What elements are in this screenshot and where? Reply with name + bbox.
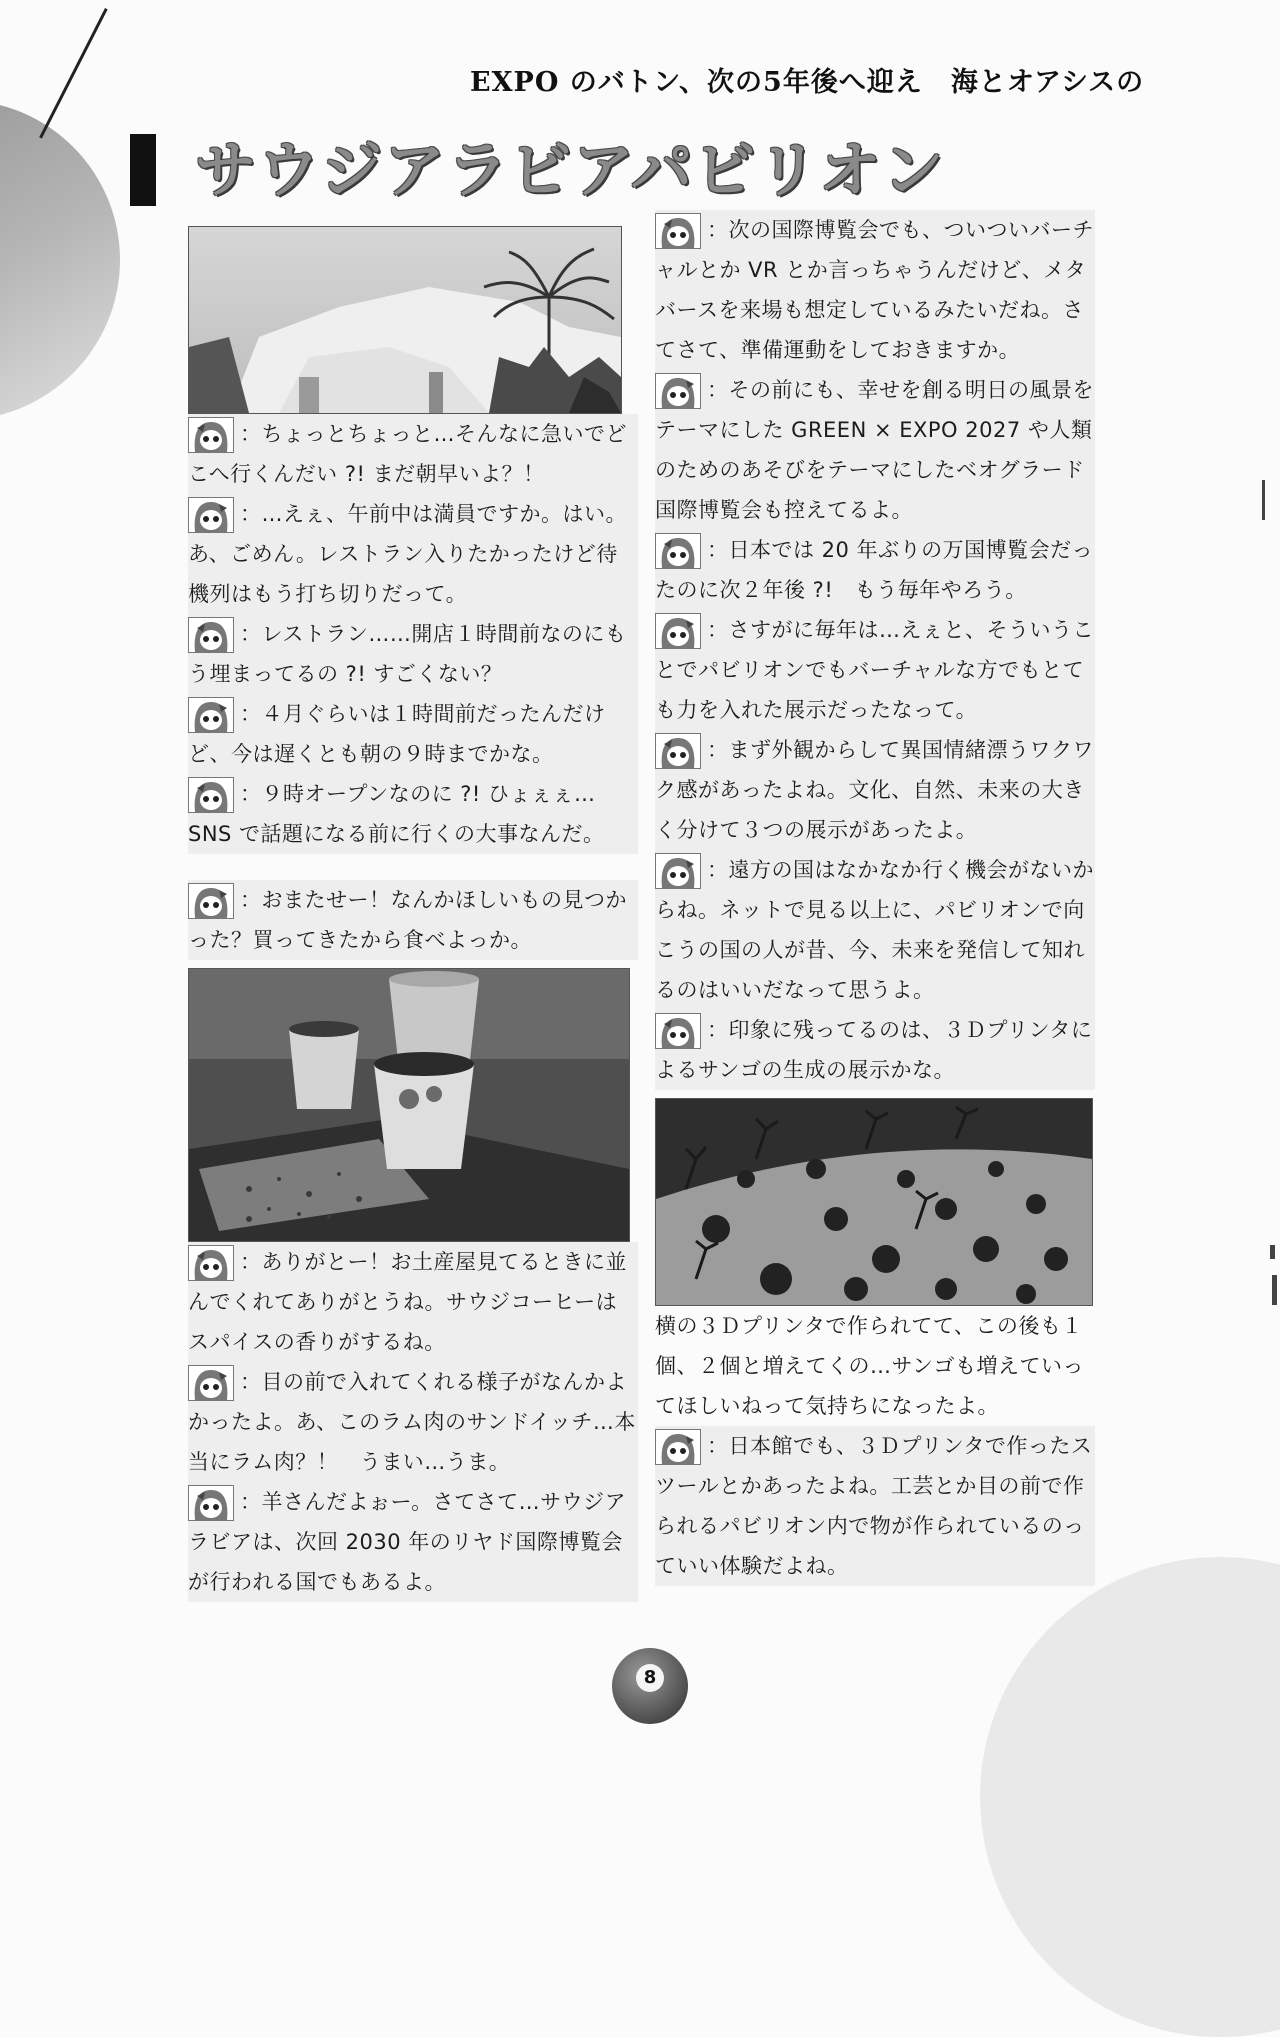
decorative-half-circle	[0, 100, 120, 420]
pavilion-exterior-photo	[188, 226, 622, 414]
character-avatar-icon	[655, 213, 701, 249]
character-avatar-icon	[188, 697, 234, 733]
dialogue-block	[188, 414, 638, 494]
dialogue-line: ：４月ぐらいは１時間前だったんだけど、今は遅くとも朝の９時までかな。	[188, 702, 606, 766]
dialogue-block	[655, 850, 1095, 1010]
dialogue-block	[188, 1242, 638, 1362]
dialogue-block	[188, 880, 638, 960]
dialogue-block	[188, 694, 638, 774]
dialogue-block	[655, 730, 1095, 850]
scan-artifact	[1272, 1275, 1277, 1305]
dialogue-line: ：次の国際博覧会でも、ついついバーチャルとか VR とか言っちゃうんだけど、メタバースを来場も想定しているみたいだね。さてさて、準備運動をしておきますか。	[655, 218, 1094, 362]
dialogue-line: ：羊さんだよぉー。さてさて…サウジアラビアは、次回 2030 年のリヤド国際博覧会が行われる国でもあるよ。	[188, 1490, 627, 1594]
dialogue-block	[188, 774, 638, 854]
decorative-diagonal-line	[39, 8, 108, 139]
dialogue-block	[655, 1426, 1095, 1586]
dialogue-block	[655, 610, 1095, 730]
dialogue-line: ：…えぇ、午前中は満員ですか。はい。あ、ごめん。レストラン入りたかったけど待機列はもう打ち切りだって。	[188, 502, 627, 606]
dialogue-line: ：ありがとー！お土産屋見てるときに並んでくれてありがとうね。サウジコーヒーはスパイスの香りがするね。	[188, 1250, 627, 1354]
character-avatar-icon	[655, 533, 701, 569]
character-avatar-icon	[188, 1485, 234, 1521]
decorative-corner-circle	[980, 1557, 1280, 2037]
dialogue-line: ：まず外観からして異国情緒漂うワクワク感があったよね。文化、自然、未来の大きく分けて３つの展示があったよ。	[655, 738, 1094, 842]
scan-artifact	[1270, 1245, 1275, 1259]
character-avatar-icon	[655, 733, 701, 769]
character-avatar-icon	[655, 613, 701, 649]
right-column	[655, 210, 1095, 1586]
dialogue-line: ：レストラン……開店１時間前なのにもう埋まってるの ?! すごくない？	[188, 622, 627, 686]
dialogue-block	[655, 370, 1095, 530]
title-marker-bar	[130, 134, 156, 206]
coral-3d-printer-photo	[655, 1098, 1093, 1306]
left-column	[188, 226, 638, 1602]
page-number-ball	[612, 1648, 688, 1724]
scan-artifact	[1262, 480, 1265, 520]
character-avatar-icon	[655, 853, 701, 889]
dialogue-block	[655, 530, 1095, 610]
character-avatar-icon	[188, 417, 234, 453]
dialogue-line: ：日本館でも、３Ｄプリンタで作ったスツールとかあったよね。工芸とか目の前で作られるパビリオン内で物が作られているのっていい体験だよね。	[655, 1434, 1093, 1578]
photo-caption: 横の３Ｄプリンタで作られてて、この後も１個、２個と増えてくの…サンゴも増えていってほしいねって気持ちになったよ。	[655, 1314, 1084, 1418]
dialogue-line: ：印象に残ってるのは、３Ｄプリンタによるサンゴの生成の展示かな。	[655, 1018, 1093, 1082]
article-subtitle: EXPO のバトン、次の5年後へ迎え 海とオアシスの	[470, 67, 1145, 98]
character-avatar-icon	[188, 1245, 234, 1281]
character-avatar-icon	[655, 1429, 701, 1465]
dialogue-block	[188, 614, 638, 694]
character-avatar-icon	[188, 497, 234, 533]
character-avatar-icon	[188, 883, 234, 919]
food-and-coffee-photo	[188, 968, 630, 1242]
dialogue-block	[188, 494, 638, 614]
character-avatar-icon	[655, 373, 701, 409]
dialogue-line: ：さすがに毎年は…えぇと、そういうことでパビリオンでもバーチャルな方でもとても力を入れた展示だったなって。	[655, 618, 1094, 722]
dialogue-block	[655, 1010, 1095, 1090]
dialogue-line: ：ちょっとちょっと…そんなに急いでどこへ行くんだい ?! まだ朝早いよ？！	[188, 422, 627, 486]
dialogue-line: ：９時オープンなのに ?! ひょぇぇ…SNS で話題になる前に行くの大事なんだ。	[188, 782, 605, 846]
page-number: 8	[636, 1664, 664, 1692]
character-avatar-icon	[188, 777, 234, 813]
dialogue-line: ：遠方の国はなかなか行く機会がないからね。ネットで見る以上に、パビリオンで向こうの国の人が昔、今、未来を発信して知れるのはいいだなって思うよ。	[655, 858, 1094, 1002]
dialogue-line: ：目の前で入れてくれる様子がなんかよかったよ。あ、このラム肉のサンドイッチ…本当にラム肉？！ うまい…うま。	[188, 1370, 636, 1474]
dialogue-block	[188, 1482, 638, 1602]
character-avatar-icon	[655, 1013, 701, 1049]
dialogue-block	[188, 1362, 638, 1482]
dialogue-line: ：その前にも、幸せを創る明日の風景をテーマにした GREEN × EXPO 2027 や人類のためのあそびをテーマにしたベオグラード国際博覧会も控えてるよ。	[655, 378, 1094, 522]
character-avatar-icon	[188, 1365, 234, 1401]
dialogue-block	[655, 210, 1095, 370]
dialogue-line: ：日本では 20 年ぶりの万国博覧会だったのに次２年後 ?! もう毎年やろう。	[655, 538, 1094, 602]
article-title: サウジアラビアパビリオン	[195, 135, 946, 206]
dialogue-line: ：おまたせー！なんかほしいもの見つかった？買ってきたから食べよっか。	[188, 888, 627, 952]
character-avatar-icon	[188, 617, 234, 653]
